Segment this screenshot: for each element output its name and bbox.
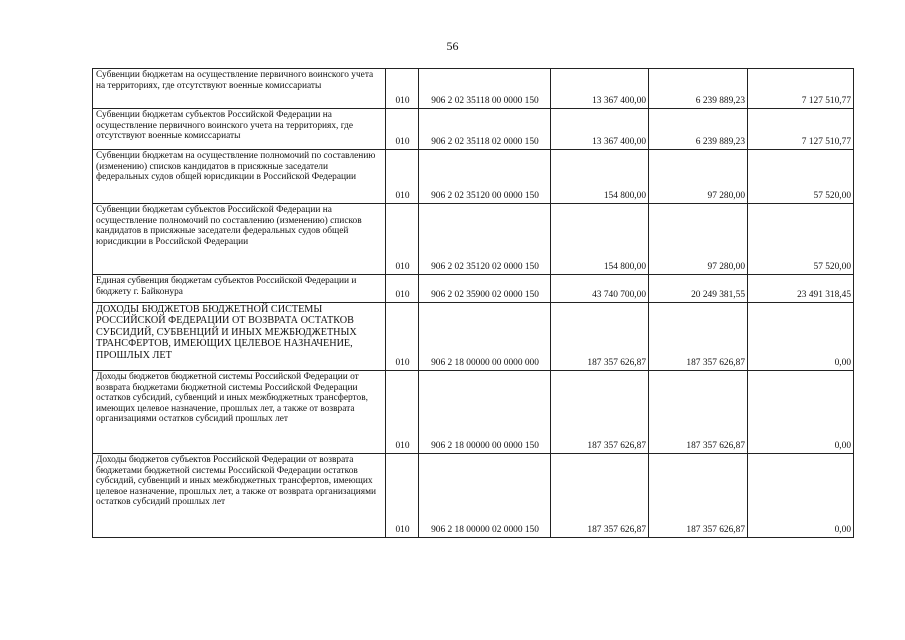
- row-approved: 187 357 626,87: [551, 303, 649, 371]
- row-name: Субвенции бюджетам на осуществление первичного воинского учета на территориях, где отсутствуют военные комиссариаты: [93, 69, 386, 109]
- row-approved: 13 367 400,00: [551, 109, 649, 150]
- row-approved: 43 740 700,00: [551, 275, 649, 303]
- row-approved: 13 367 400,00: [551, 69, 649, 109]
- row-unexecuted: 57 520,00: [748, 204, 854, 275]
- row-kbk: 906 2 02 35118 02 0000 150: [419, 109, 551, 150]
- table-row: [93, 204, 854, 275]
- row-kbk: 906 2 18 00000 00 0000 150: [419, 371, 551, 454]
- table-row: [93, 109, 854, 150]
- row-name: ДОХОДЫ БЮДЖЕТОВ БЮДЖЕТНОЙ СИСТЕМЫ РОССИЙСКОЙ ФЕДЕРАЦИИ ОТ ВОЗВРАТА ОСТАТКОВ СУБСИДИЙ, СУБВЕНЦИЙ И ИНЫХ МЕЖБЮДЖЕТНЫХ ТРАНСФЕРТОВ, ИМЕЮЩИХ ЦЕЛЕВОЕ НАЗНАЧЕНИЕ, ПРОШЛЫХ ЛЕТ: [93, 303, 386, 371]
- row-code: 010: [386, 371, 419, 454]
- row-kbk: 906 2 18 00000 02 0000 150: [419, 454, 551, 538]
- row-executed: 187 357 626,87: [649, 371, 748, 454]
- row-unexecuted: 7 127 510,77: [748, 69, 854, 109]
- row-code: 010: [386, 69, 419, 109]
- row-approved: 187 357 626,87: [551, 454, 649, 538]
- row-name: Доходы бюджетов бюджетной системы Российской Федерации от возврата бюджетами бюджетной системы Российской Федерации остатков субсидий, субвенций и иных межбюджетных трансфертов, имеющих целевое назначение, прошлых лет, а также от возврата организациями остатков субсидий прошлых лет: [93, 371, 386, 454]
- row-unexecuted: 0,00: [748, 454, 854, 538]
- row-kbk: 906 2 02 35120 00 0000 150: [419, 150, 551, 204]
- row-executed: 20 249 381,55: [649, 275, 748, 303]
- row-name: Единая субвенция бюджетам субъектов Российской Федерации и бюджету г. Байконура: [93, 275, 386, 303]
- row-unexecuted: 7 127 510,77: [748, 109, 854, 150]
- row-kbk: 906 2 02 35900 02 0000 150: [419, 275, 551, 303]
- row-kbk: 906 2 18 00000 00 0000 000: [419, 303, 551, 371]
- row-executed: 97 280,00: [649, 150, 748, 204]
- row-code: 010: [386, 150, 419, 204]
- row-code: 010: [386, 204, 419, 275]
- row-kbk: 906 2 02 35118 00 0000 150: [419, 69, 551, 109]
- row-executed: 97 280,00: [649, 204, 748, 275]
- row-code: 010: [386, 275, 419, 303]
- table-row: [93, 454, 854, 538]
- budget-revenue-table: [92, 68, 854, 538]
- table-row: [93, 69, 854, 109]
- row-unexecuted: 57 520,00: [748, 150, 854, 204]
- row-code: 010: [386, 109, 419, 150]
- table-row: [93, 303, 854, 371]
- row-unexecuted: 0,00: [748, 303, 854, 371]
- row-executed: 6 239 889,23: [649, 109, 748, 150]
- row-executed: 187 357 626,87: [649, 303, 748, 371]
- row-approved: 154 800,00: [551, 150, 649, 204]
- row-executed: 187 357 626,87: [649, 454, 748, 538]
- row-unexecuted: 23 491 318,45: [748, 275, 854, 303]
- row-code: 010: [386, 303, 419, 371]
- row-approved: 187 357 626,87: [551, 371, 649, 454]
- table-row: [93, 275, 854, 303]
- row-name: Субвенции бюджетам субъектов Российской Федерации на осуществление полномочий по составлению (изменению) списков кандидатов в присяжные заседатели федеральных судов общей юрисдикции в Российской Федерации: [93, 204, 386, 275]
- row-code: 010: [386, 454, 419, 538]
- page-number: 56: [446, 39, 459, 53]
- row-name: Доходы бюджетов субъектов Российской Федерации от возврата бюджетами бюджетной системы Российской Федерации остатков субсидий, субвенций и иных межбюджетных трансфертов, имеющих целевое назначение, прошлых лет, а также от возврата организациями остатков субсидий прошлых лет: [93, 454, 386, 538]
- row-executed: 6 239 889,23: [649, 69, 748, 109]
- row-name: Субвенции бюджетам субъектов Российской Федерации на осуществление первичного воинского учета на территориях, где отсутствуют военные комиссариаты: [93, 109, 386, 150]
- row-kbk: 906 2 02 35120 02 0000 150: [419, 204, 551, 275]
- row-name: Субвенции бюджетам на осуществление полномочий по составлению (изменению) списков кандидатов в присяжные заседатели федеральных судов общей юрисдикции в Российской Федерации: [93, 150, 386, 204]
- table-row: [93, 150, 854, 204]
- table-row: [93, 371, 854, 454]
- row-approved: 154 800,00: [551, 204, 649, 275]
- row-unexecuted: 0,00: [748, 371, 854, 454]
